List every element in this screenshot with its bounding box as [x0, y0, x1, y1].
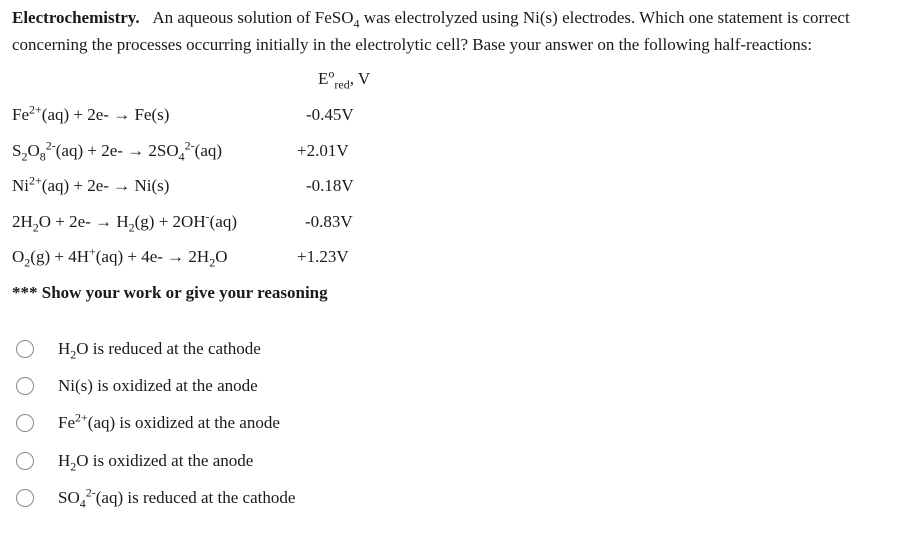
radio-button[interactable]	[16, 452, 34, 470]
question-title: Electrochemistry.	[12, 8, 140, 27]
answer-option-label: $H_2O$ is oxidized at the anode	[58, 451, 254, 474]
potential-s2o8: +2.01V	[297, 141, 349, 160]
answer-option-label: $SO_4^{2-}(aq)$ is reduced at the cathode	[58, 485, 296, 511]
half-reaction-s2o8: $S_2O_8^{2-}(aq) + 2e- \to 2SO_4^{2-}(aq)$	[12, 138, 223, 164]
answer-option-4[interactable]	[12, 448, 253, 474]
radio-button[interactable]	[16, 340, 34, 358]
potential-column-header: $E^o_{red}$, V	[318, 66, 371, 92]
half-reaction-h2o-reduction: $2H_2O + 2e- \to H_2(g) + 2OH^-(aq)$	[12, 209, 237, 235]
answer-option-1[interactable]	[12, 336, 261, 362]
half-reaction-ni: $Ni^{2+}(aq) + 2e- \to Ni(s)$	[12, 173, 170, 195]
radio-button[interactable]	[16, 489, 34, 507]
answer-option-5[interactable]	[12, 485, 295, 511]
instruction-note: *** Show your work or give your reasoning	[12, 283, 328, 302]
potential-fe: -0.45V	[306, 105, 354, 124]
question-body: An aqueous solution of FeSO$_4$ was electrolyzed using Ni(s) electrodes. Which one statement is correct concerning the processes occurring initially in the electrolytic cell? Base your answer on the following half-reactions:	[12, 8, 850, 54]
answer-option-label: $Fe^{2+}(aq)$ is oxidized at the anode	[58, 410, 280, 432]
half-reaction-o2: $O_2(g) + 4H^+(aq) + 4e- \to 2H_2O$	[12, 244, 228, 270]
question-text	[12, 4, 902, 58]
answer-option-3[interactable]	[12, 410, 280, 436]
answer-option-label: Ni(s) is oxidized at the anode	[58, 376, 258, 395]
potential-ni: -0.18V	[306, 176, 354, 195]
potential-h2o: -0.83V	[305, 212, 353, 231]
answer-option-2[interactable]	[12, 373, 258, 399]
answer-option-label: $H_2O$ is reduced at the cathode	[58, 339, 261, 362]
half-reaction-fe: $Fe^{2+}(aq) + 2e- \to Fe(s)$	[12, 102, 170, 124]
radio-button[interactable]	[16, 414, 34, 432]
radio-button[interactable]	[16, 377, 34, 395]
potential-o2: +1.23V	[297, 247, 349, 266]
